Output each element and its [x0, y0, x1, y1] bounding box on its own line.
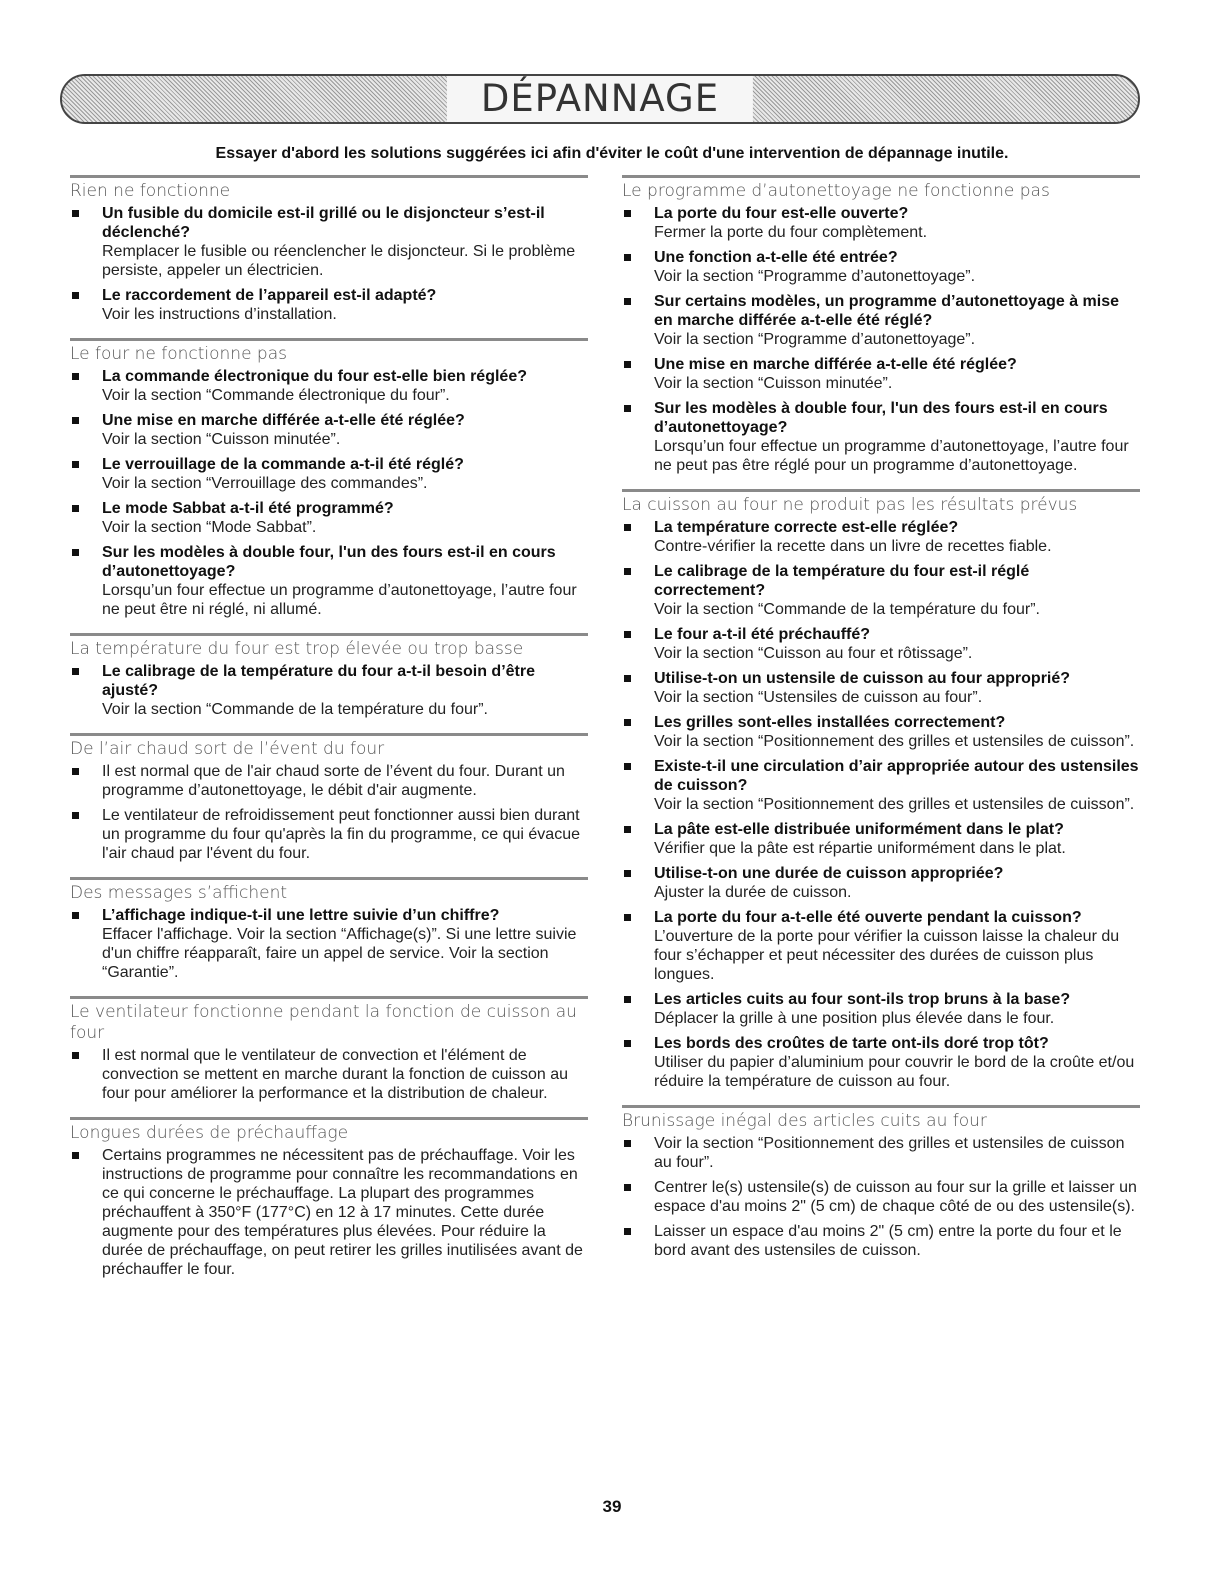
list-item	[622, 1178, 1140, 1216]
list-item	[622, 864, 1140, 902]
square-bullet-icon	[72, 912, 79, 919]
item-question: Le verrouillage de la commande a-t-il été réglé?	[102, 456, 464, 473]
item-answer: Voir les instructions d’installation.	[102, 306, 337, 323]
troubleshooting-section	[622, 489, 1140, 1091]
item-list	[70, 1046, 588, 1103]
item-question: Une mise en marche différée a-t-elle été réglée?	[654, 356, 1017, 373]
list-item	[70, 543, 588, 619]
square-bullet-icon	[72, 505, 79, 512]
list-item	[622, 1222, 1140, 1260]
section-title: Rien ne fonctionne	[70, 181, 231, 201]
item-answer: Utiliser du papier d’aluminium pour couvrir le bord de la croûte et/ou réduire la température de cuisson au four.	[654, 1054, 1135, 1090]
left-column	[70, 175, 588, 1293]
item-question: Utilise-t-on un ustensile de cuisson au four approprié?	[654, 670, 1071, 687]
list-item	[70, 806, 588, 863]
square-bullet-icon	[624, 361, 631, 368]
item-answer: Effacer l'affichage. Voir la section “Affichage(s)”. Si une lettre suivie d'un chiffre réapparaît, faire un appel de service. Voir la section “Garantie”.	[102, 926, 577, 981]
square-bullet-icon	[624, 631, 631, 638]
square-bullet-icon	[624, 996, 631, 1003]
section-title: Le programme d’autonettoyage ne fonctionne pas	[622, 181, 1050, 201]
page-number: 39	[602, 1497, 622, 1516]
troubleshooting-section	[70, 733, 588, 863]
item-question: Une mise en marche différée a-t-elle été réglée?	[102, 412, 465, 429]
troubleshooting-section	[70, 175, 588, 324]
item-list	[622, 1134, 1140, 1260]
square-bullet-icon	[72, 210, 79, 217]
section-title: Brunissage inégal des articles cuits au four	[622, 1111, 987, 1131]
troubleshooting-section	[70, 877, 588, 982]
item-list	[70, 762, 588, 863]
list-item	[622, 399, 1140, 475]
item-question: La pâte est-elle distribuée uniformément dans le plat?	[654, 821, 1064, 838]
item-answer: Voir la section “Cuisson minutée”.	[654, 375, 893, 392]
list-item	[70, 411, 588, 449]
square-bullet-icon	[624, 1228, 631, 1235]
item-answer: Voir la section “Commande de la température du four”.	[654, 601, 1040, 618]
troubleshooting-section	[70, 1117, 588, 1279]
square-bullet-icon	[72, 292, 79, 299]
item-answer: Vérifier que la pâte est répartie uniformément dans le plat.	[654, 840, 1066, 857]
item-question: Sur certains modèles, un programme d’autonettoyage à mise en marche différée a-t-elle été réglé?	[654, 293, 1120, 329]
item-question: Les articles cuits au four sont-ils trop bruns à la base?	[654, 991, 1071, 1008]
section-title: De l’air chaud sort de l’évent du four	[70, 739, 385, 759]
list-item	[622, 713, 1140, 751]
troubleshooting-section	[622, 1105, 1140, 1260]
item-answer: Voir la section “Ustensiles de cuisson au four”.	[654, 689, 983, 706]
item-answer: Ajuster la durée de cuisson.	[654, 884, 852, 901]
item-answer: Remplacer le fusible ou réenclencher le disjoncteur. Si le problème persiste, appeler un électricien.	[102, 243, 576, 279]
list-item	[70, 204, 588, 280]
square-bullet-icon	[624, 524, 631, 531]
list-item	[70, 455, 588, 493]
square-bullet-icon	[72, 668, 79, 675]
item-question: Sur les modèles à double four, l'un des fours est-il en cours d’autonettoyage?	[102, 544, 556, 580]
item-answer: Fermer la porte du four complètement.	[654, 224, 928, 241]
item-answer: Voir la section “Mode Sabbat”.	[102, 519, 317, 536]
square-bullet-icon	[624, 1140, 631, 1147]
item-question: Un fusible du domicile est-il grillé ou le disjoncteur s’est-il déclenché?	[102, 205, 545, 241]
square-bullet-icon	[72, 549, 79, 556]
section-title: Le ventilateur fonctionne pendant la fonction de cuisson au four	[70, 1002, 577, 1043]
square-bullet-icon	[72, 812, 79, 819]
list-item	[622, 669, 1140, 707]
item-question: La porte du four a-t-elle été ouverte pendant la cuisson?	[654, 909, 1082, 926]
item-list	[70, 1146, 588, 1279]
list-item	[70, 1046, 588, 1103]
square-bullet-icon	[624, 298, 631, 305]
list-item	[70, 367, 588, 405]
item-list	[70, 662, 588, 719]
troubleshooting-section	[622, 175, 1140, 475]
square-bullet-icon	[624, 719, 631, 726]
section-title: Le four ne fonctionne pas	[70, 344, 287, 364]
item-list	[70, 367, 588, 619]
item-answer: Lorsqu’un four effectue un programme d’autonettoyage, l’autre four ne peut pas être réglé pour un programme d’autonettoyage.	[654, 438, 1129, 474]
section-title: La température du four est trop élevée ou trop basse	[70, 639, 524, 659]
square-bullet-icon	[624, 1040, 631, 1047]
list-item	[70, 762, 588, 800]
item-list	[622, 204, 1140, 475]
troubleshooting-section	[70, 338, 588, 619]
square-bullet-icon	[72, 461, 79, 468]
section-title: Des messages s’affichent	[70, 883, 288, 903]
list-item	[622, 562, 1140, 619]
item-answer: Centrer le(s) ustensile(s) de cuisson au four sur la grille et laisser un espace d'au moins 2" (5 cm) de chaque côté de ou des ustensile(s).	[654, 1179, 1137, 1215]
right-column	[622, 175, 1140, 1274]
item-answer: Contre-vérifier la recette dans un livre de recettes fiable.	[654, 538, 1052, 555]
item-answer: Voir la section “Cuisson au four et rôtissage”.	[654, 645, 973, 662]
square-bullet-icon	[72, 1052, 79, 1059]
square-bullet-icon	[624, 405, 631, 412]
list-item	[70, 906, 588, 982]
square-bullet-icon	[624, 568, 631, 575]
square-bullet-icon	[72, 417, 79, 424]
item-answer: Lorsqu’un four effectue un programme d’autonettoyage, l’autre four ne peut être ni réglé, ni allumé.	[102, 582, 577, 618]
item-question: Le four a-t-il été préchauffé?	[654, 626, 871, 643]
item-answer: Voir la section “Positionnement des grilles et ustensiles de cuisson au four”.	[654, 1135, 1125, 1171]
list-item	[622, 908, 1140, 984]
square-bullet-icon	[624, 675, 631, 682]
item-question: L’affichage indique-t-il une lettre suivie d’un chiffre?	[102, 907, 500, 924]
item-answer: Le ventilateur de refroidissement peut fonctionner aussi bien durant un programme du four qu'après la fin du programme, ce qui évacue l'air chaud par l'évent du four.	[102, 807, 580, 862]
item-answer: Voir la section “Cuisson minutée”.	[102, 431, 341, 448]
item-question: Les bords des croûtes de tarte ont-ils doré trop tôt?	[654, 1035, 1049, 1052]
item-answer: L’ouverture de la porte pour vérifier la cuisson laisse la chaleur du four s’échapper et peut nécessiter des durées de cuisson plus longues.	[654, 928, 1120, 983]
item-answer: Voir la section “Commande électronique du four”.	[102, 387, 450, 404]
section-title: Longues durées de préchauffage	[70, 1123, 349, 1143]
item-question: Utilise-t-on une durée de cuisson appropriée?	[654, 865, 1004, 882]
item-answer: Voir la section “Positionnement des grilles et ustensiles de cuisson”.	[654, 733, 1135, 750]
square-bullet-icon	[72, 1152, 79, 1159]
item-question: Sur les modèles à double four, l'un des fours est-il en cours d’autonettoyage?	[654, 400, 1108, 436]
list-item	[622, 1034, 1140, 1091]
square-bullet-icon	[72, 373, 79, 380]
page-title: DÉPANNAGE	[447, 76, 753, 122]
troubleshooting-section	[70, 996, 588, 1103]
item-answer: Voir la section “Programme d’autonettoyage”.	[654, 331, 976, 348]
item-list	[622, 518, 1140, 1091]
square-bullet-icon	[624, 914, 631, 921]
item-answer: Voir la section “Programme d’autonettoyage”.	[654, 268, 976, 285]
square-bullet-icon	[624, 826, 631, 833]
item-answer: Voir la section “Positionnement des grilles et ustensiles de cuisson”.	[654, 796, 1135, 813]
square-bullet-icon	[624, 763, 631, 770]
square-bullet-icon	[624, 210, 631, 217]
troubleshooting-section	[70, 633, 588, 719]
title-banner	[60, 74, 1140, 124]
square-bullet-icon	[624, 870, 631, 877]
list-item	[622, 990, 1140, 1028]
list-item	[70, 1146, 588, 1279]
item-question: La température correcte est-elle réglée?	[654, 519, 959, 536]
item-answer: Déplacer la grille à une position plus élevée dans le four.	[654, 1010, 1055, 1027]
item-question: Le mode Sabbat a-t-il été programmé?	[102, 500, 394, 517]
item-question: La commande électronique du four est-elle bien réglée?	[102, 368, 527, 385]
item-question: Le raccordement de l’appareil est-il adapté?	[102, 287, 437, 304]
list-item	[70, 662, 588, 719]
item-question: La porte du four est-elle ouverte?	[654, 205, 909, 222]
section-title: La cuisson au four ne produit pas les résultats prévus	[622, 495, 1078, 515]
list-item	[622, 1134, 1140, 1172]
list-item	[622, 820, 1140, 858]
item-question: Existe-t-il une circulation d’air appropriée autour des ustensiles de cuisson?	[654, 758, 1139, 794]
list-item	[70, 499, 588, 537]
item-list	[70, 906, 588, 982]
item-answer: Voir la section “Commande de la température du four”.	[102, 701, 488, 718]
square-bullet-icon	[624, 254, 631, 261]
list-item	[622, 248, 1140, 286]
item-question: Le calibrage de la température du four a-t-il besoin d’être ajusté?	[102, 663, 535, 699]
list-item	[622, 518, 1140, 556]
item-answer: Il est normal que le ventilateur de convection et l'élément de convection se mettent en marche durant la fonction de cuisson au four pour améliorer la performance et la distribution de chaleur.	[102, 1047, 569, 1102]
list-item	[622, 625, 1140, 663]
list-item	[622, 204, 1140, 242]
list-item	[622, 757, 1140, 814]
item-answer: Il est normal que de l'air chaud sorte de l’évent du four. Durant un programme d’autonettoyage, le débit d'air augmente.	[102, 763, 565, 799]
item-question: Une fonction a-t-elle été entrée?	[654, 249, 898, 266]
list-item	[622, 355, 1140, 393]
item-list	[70, 204, 588, 324]
intro-text: Essayer d'abord les solutions suggérées ici afin d'éviter le coût d'une intervention de dépannage inutile.	[215, 145, 1009, 162]
item-answer: Certains programmes ne nécessitent pas de préchauffage. Voir les instructions de programme pour connaître les recommandations en ce qui concerne le préchauffage. La plupart des programmes préchauffent à 350°F (177°C) en 12 à 17 minutes. Cette durée augmente pour des températures plus élevées. Pour réduire la durée de préchauffage, on peut retirer les grilles inutilisées avant de préchauffer le four.	[102, 1147, 583, 1278]
item-question: Les grilles sont-elles installées correctement?	[654, 714, 1006, 731]
square-bullet-icon	[624, 1184, 631, 1191]
list-item	[622, 292, 1140, 349]
list-item	[70, 286, 588, 324]
item-question: Le calibrage de la température du four est-il réglé correctement?	[654, 563, 1030, 599]
item-answer: Voir la section “Verrouillage des commandes”.	[102, 475, 428, 492]
item-answer: Laisser un espace d'au moins 2" (5 cm) entre la porte du four et le bord avant des ustensiles de cuisson.	[654, 1223, 1122, 1259]
square-bullet-icon	[72, 768, 79, 775]
